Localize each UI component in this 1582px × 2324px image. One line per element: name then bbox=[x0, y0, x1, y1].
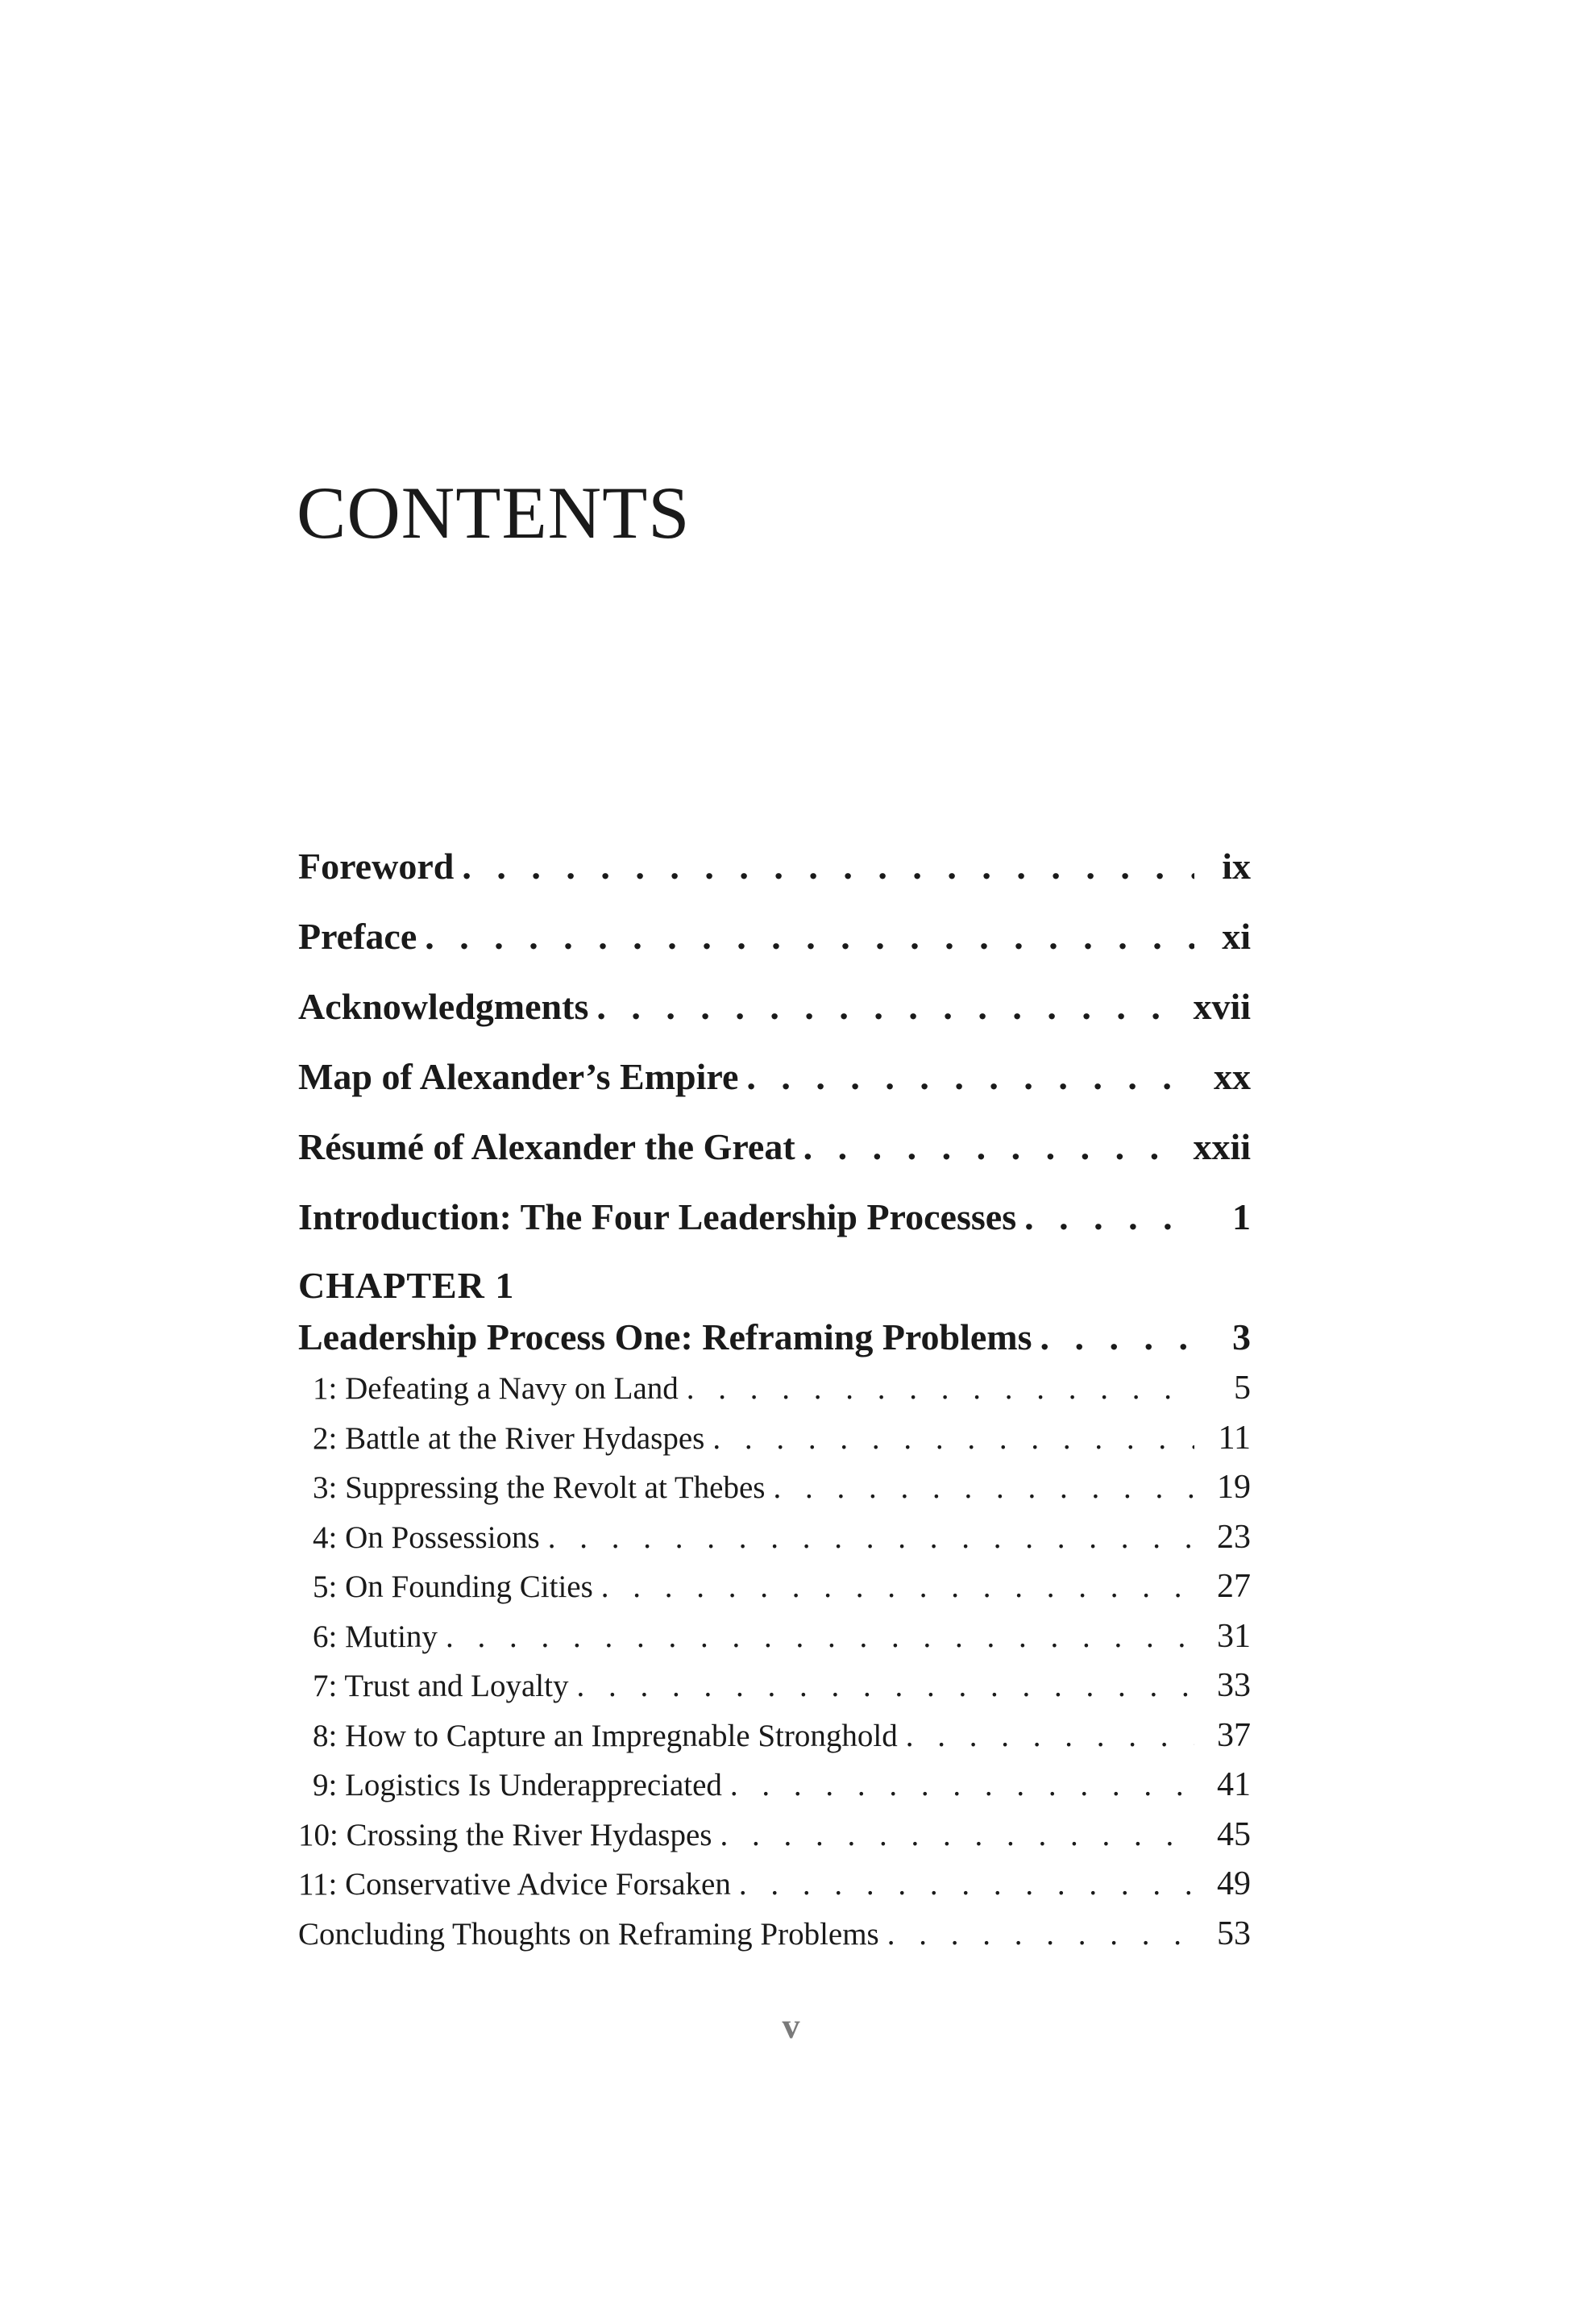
toc-page-number: 45 bbox=[1217, 1816, 1251, 1853]
toc-entry-introduction[interactable] bbox=[298, 1195, 1251, 1238]
toc-page-number: 31 bbox=[1217, 1618, 1251, 1655]
toc-entry-section[interactable] bbox=[313, 1468, 1251, 1507]
dot-leader bbox=[1024, 1195, 1194, 1238]
dot-leader bbox=[446, 1619, 1194, 1655]
toc-page-number: xi bbox=[1222, 916, 1251, 957]
toc-page-number: 19 bbox=[1217, 1469, 1251, 1506]
toc-entry-section[interactable] bbox=[313, 1765, 1251, 1804]
toc-page-number: xx bbox=[1214, 1056, 1251, 1097]
page-folio: v bbox=[782, 2006, 800, 2046]
toc-entry-section[interactable] bbox=[298, 1815, 1251, 1854]
dot-leader bbox=[576, 1668, 1194, 1704]
toc-entry-section[interactable] bbox=[313, 1666, 1251, 1705]
toc-entry-label: 7: Trust and Loyalty bbox=[313, 1669, 569, 1703]
toc-entry-label: Résumé of Alexander the Great bbox=[298, 1126, 795, 1167]
toc-entry-section[interactable] bbox=[313, 1518, 1251, 1557]
toc-entry-label: Foreword bbox=[298, 846, 455, 887]
toc-entry-chapter-title[interactable] bbox=[298, 1316, 1251, 1358]
dot-leader bbox=[730, 1767, 1194, 1803]
toc-page-number: 1 bbox=[1232, 1196, 1251, 1237]
dot-leader bbox=[687, 1370, 1194, 1407]
toc-page-number: 23 bbox=[1217, 1519, 1251, 1556]
dot-leader bbox=[1040, 1316, 1194, 1358]
toc-page-number: 33 bbox=[1217, 1667, 1251, 1704]
toc-entry-label: Leadership Process One: Reframing Problems bbox=[298, 1316, 1032, 1357]
toc-page-number: 41 bbox=[1217, 1766, 1251, 1803]
toc-page-number: xxii bbox=[1193, 1126, 1251, 1167]
toc-entry-section[interactable] bbox=[313, 1716, 1251, 1755]
toc-entry-label: Acknowledgments bbox=[298, 986, 589, 1027]
toc-entry-label: 11: Conservative Advice Forsaken bbox=[298, 1867, 731, 1902]
toc-entry-section[interactable] bbox=[313, 1617, 1251, 1656]
dot-leader bbox=[720, 1817, 1194, 1853]
toc-entry-label: 10: Crossing the River Hydaspes bbox=[298, 1818, 712, 1852]
toc-entry-section[interactable] bbox=[313, 1567, 1251, 1606]
toc-entry-label: Map of Alexander’s Empire bbox=[298, 1056, 739, 1097]
toc-entry-preface[interactable] bbox=[298, 915, 1251, 958]
toc-entry-label: 2: Battle at the River Hydaspes bbox=[313, 1421, 705, 1456]
dot-leader bbox=[803, 1125, 1185, 1168]
toc-page-number: 11 bbox=[1218, 1420, 1251, 1457]
dot-leader bbox=[746, 1055, 1194, 1098]
toc-entry-label: Introduction: The Four Leadership Processes bbox=[298, 1196, 1017, 1237]
toc-page-number: 37 bbox=[1217, 1717, 1251, 1754]
dot-leader bbox=[887, 1916, 1194, 1952]
toc-page-number: 3 bbox=[1232, 1316, 1251, 1357]
toc-entry-label: 4: On Possessions bbox=[313, 1520, 540, 1555]
toc-entry-resume[interactable] bbox=[298, 1125, 1251, 1168]
toc-entry-foreword[interactable] bbox=[298, 845, 1251, 888]
dot-leader bbox=[773, 1470, 1194, 1506]
dot-leader bbox=[739, 1866, 1194, 1902]
toc-entry-label: Preface bbox=[298, 916, 417, 957]
toc-entry-section[interactable] bbox=[313, 1419, 1251, 1457]
toc-page-number: 5 bbox=[1234, 1370, 1251, 1407]
toc-entry-section[interactable] bbox=[298, 1865, 1251, 1903]
toc-entry-label: 5: On Founding Cities bbox=[313, 1569, 593, 1604]
chapter-label: CHAPTER 1 bbox=[298, 1265, 515, 1306]
dot-leader bbox=[601, 1569, 1194, 1605]
dot-leader bbox=[462, 845, 1194, 888]
toc-page-number: 27 bbox=[1217, 1568, 1251, 1605]
dot-leader bbox=[906, 1718, 1194, 1754]
toc-entry-label: 1: Defeating a Navy on Land bbox=[313, 1371, 679, 1406]
dot-leader bbox=[596, 985, 1185, 1028]
toc-entry-map[interactable] bbox=[298, 1055, 1251, 1098]
toc-page-number: 49 bbox=[1217, 1865, 1251, 1902]
toc-entry-label: 9: Logistics Is Underappreciated bbox=[313, 1768, 722, 1802]
toc-entry-label: 8: How to Capture an Impregnable Stronghold bbox=[313, 1719, 898, 1753]
dot-leader bbox=[712, 1420, 1194, 1457]
dot-leader bbox=[548, 1520, 1194, 1556]
toc-page-number: ix bbox=[1222, 846, 1251, 887]
toc-entry-section[interactable] bbox=[313, 1369, 1251, 1407]
toc-page-number: xvii bbox=[1193, 986, 1251, 1027]
toc-entry-label: 3: Suppressing the Revolt at Thebes bbox=[313, 1470, 766, 1505]
toc-entry-label: 6: Mutiny bbox=[313, 1619, 438, 1654]
toc-page-number: 53 bbox=[1217, 1915, 1251, 1952]
toc-entry-concluding-thoughts[interactable] bbox=[298, 1914, 1251, 1953]
dot-leader bbox=[425, 915, 1194, 958]
toc-entry-acknowledgments[interactable] bbox=[298, 985, 1251, 1028]
toc-entry-label: Concluding Thoughts on Reframing Problems bbox=[298, 1917, 879, 1952]
page-title: CONTENTS bbox=[297, 472, 691, 554]
